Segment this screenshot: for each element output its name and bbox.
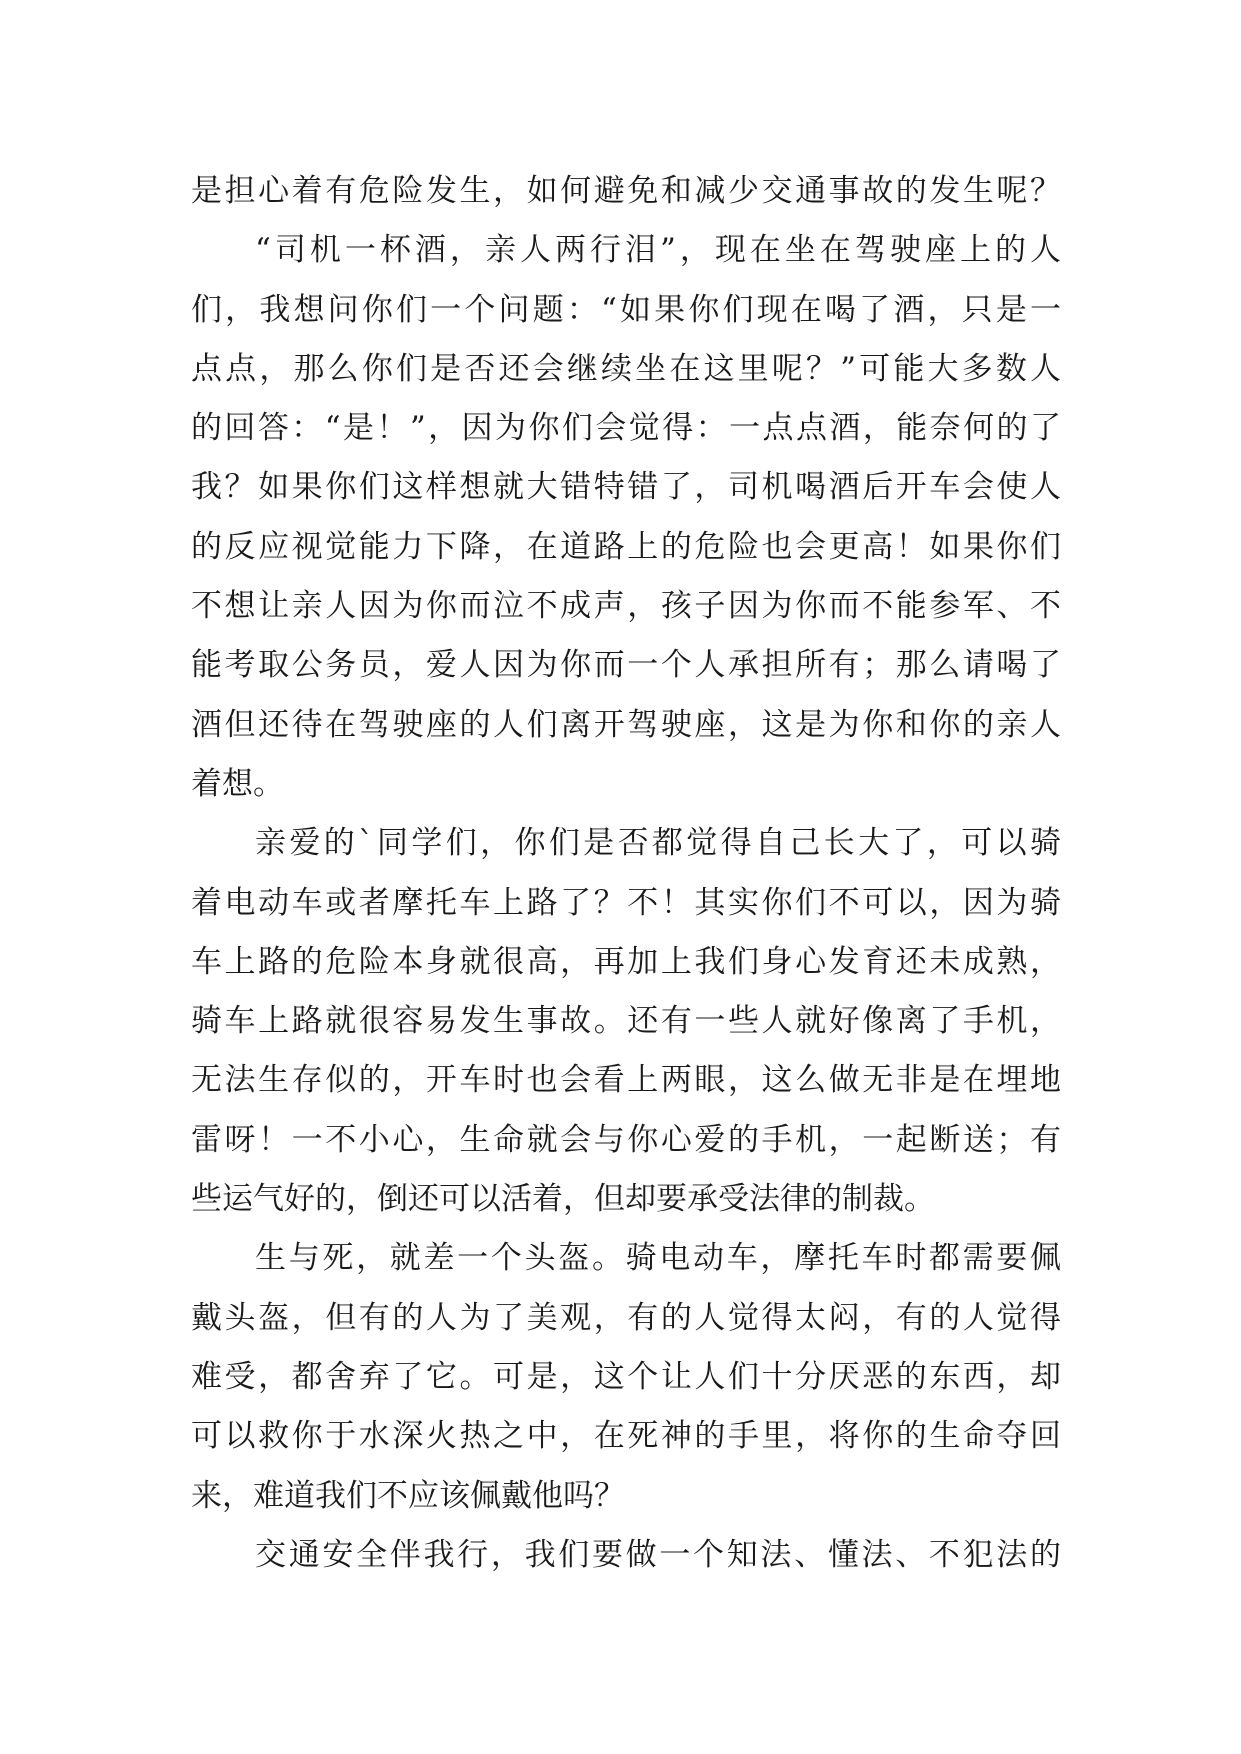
text-line: 能考取公务员，爱人因为你而一个人承担所有；那么请喝了	[191, 647, 1061, 684]
text-line: 无法生存似的，开车时也会看上两眼，这么做无非是在埋地	[191, 1062, 1061, 1099]
text-line: 生与死，就差一个头盔。骑电动车，摩托车时都需要佩	[255, 1240, 1061, 1277]
text-line: 的反应视觉能力下降，在道路上的危险也会更高！如果你们	[191, 528, 1061, 565]
text-line: 骑车上路就很容易发生事故。还有一些人就好像离了手机，	[191, 1003, 1061, 1040]
text-line: 戴头盔，但有的人为了美观，有的人觉得太闷，有的人觉得	[191, 1299, 1061, 1336]
text-line: 交通安全伴我行，我们要做一个知法、懂法、不犯法的	[255, 1536, 1061, 1573]
text-line: 雷呀！一不小心，生命就会与你心爱的手机，一起断送；有	[191, 1121, 1061, 1158]
text-line: 点点，那么你们是否还会继续坐在这里呢？”可能大多数人	[191, 350, 1061, 387]
text-line: 们，我想问你们一个问题：“如果你们现在喝了酒，只是一	[191, 291, 1061, 328]
text-line: 的回答：“是！”，因为你们会觉得：一点点酒，能奈何的了	[191, 410, 1061, 447]
text-line: 是担心着有危险发生，如何避免和减少交通事故的发生呢？	[191, 173, 1061, 209]
text-line: 酒但还待在驾驶座的人们离开驾驶座，这是为你和你的亲人	[191, 706, 1061, 743]
text-line: 来，难道我们不应该佩戴他吗？	[191, 1477, 625, 1514]
text-line: 车上路的危险本身就很高，再加上我们身心发育还未成熟，	[191, 943, 1061, 980]
text-line: 些运气好的，倒还可以活着，但却要承受法律的制裁。	[191, 1181, 935, 1218]
text-line: 难受，都舍弃了它。可是，这个让人们十分厌恶的东西，却	[191, 1358, 1061, 1395]
text-line: 我？如果你们这样想就大错特错了，司机喝酒后开车会使人	[191, 469, 1061, 506]
text-line: 可以救你于水深火热之中，在死神的手里，将你的生命夺回	[191, 1418, 1061, 1455]
text-line: 不想让亲人因为你而泣不成声，孩子因为你而不能参军、不	[191, 588, 1061, 625]
document-body	[191, 162, 1061, 1585]
text-line: 亲爱的`同学们，你们是否都觉得自己长大了，可以骑	[255, 825, 1061, 862]
text-line: 着想。	[191, 765, 284, 802]
text-line: “司机一杯酒，亲人两行泪”，现在坐在驾驶座上的人	[255, 232, 1061, 269]
text-line: 着电动车或者摩托车上路了？不！其实你们不可以，因为骑	[191, 884, 1061, 921]
